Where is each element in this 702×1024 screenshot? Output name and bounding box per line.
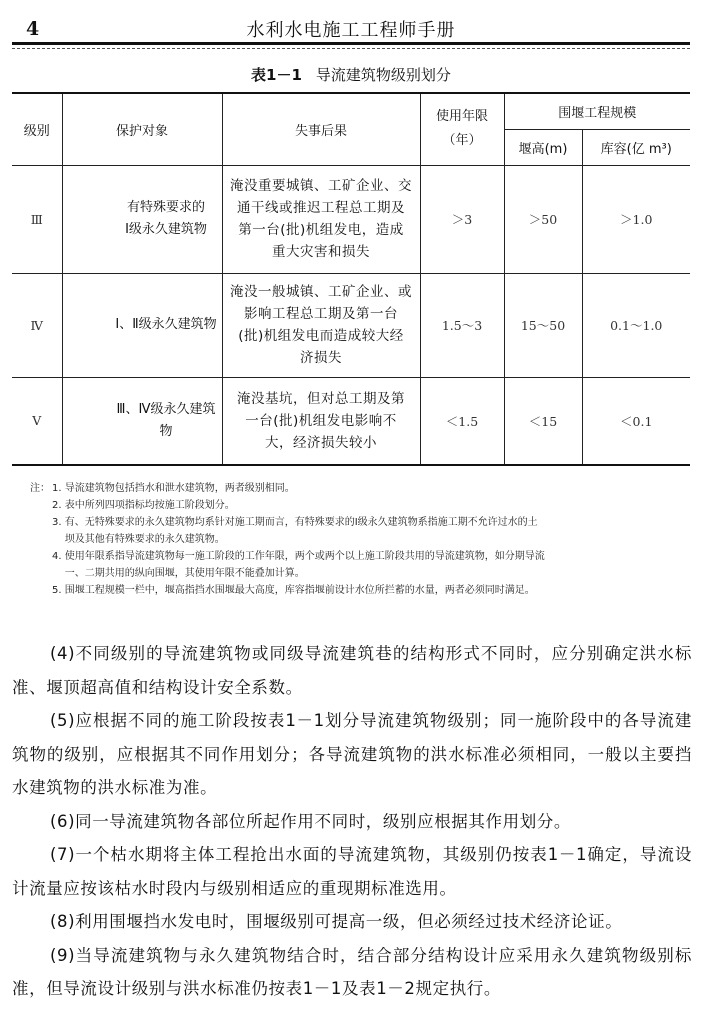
table-number: 表1－1: [251, 66, 302, 84]
note-item: [30, 497, 696, 514]
cell-height: ＞50: [504, 165, 582, 273]
paragraph: (7)一个枯水期将主体工程抢出水面的导流建筑物，其级别仍按表1－1确定，导流设计流量应按该枯水时段内与级别相适应的重现期标准选用。: [12, 845, 692, 898]
cell-consequence-line: 淹没一般城镇、工矿企业、或: [230, 284, 412, 300]
cell-consequence-line: (批)机组发电而造成较大经: [238, 328, 404, 344]
header-years-line2: （年）: [442, 133, 482, 149]
cell-level: Ⅳ: [12, 273, 62, 377]
header-object: 保护对象: [62, 93, 222, 165]
cell-years: ＜1.5: [420, 377, 504, 465]
table-header-row: [12, 93, 690, 129]
cell-object: [62, 377, 222, 465]
note-prefix: [30, 497, 52, 514]
header-height: 堰高(m): [504, 129, 582, 165]
cell-consequence: [222, 273, 420, 377]
note-line: 5. 围堰工程规模一栏中，堰高指挡水围堰最大高度，库容指堰前设计水位所拦蓄的水量，两者必须同时满足。: [52, 585, 535, 596]
note-line: 1. 导流建筑物包括挡水和泄水建筑物，两者级别相同。: [52, 483, 295, 494]
header-years-line1: 使用年限: [435, 109, 488, 125]
note-item: [30, 514, 696, 548]
cell-height: ＜15: [504, 377, 582, 465]
table-row: [12, 273, 690, 377]
header-cofferdam-scale: 围堰工程规模: [504, 93, 690, 129]
cell-capacity: ＞1.0: [582, 165, 690, 273]
note-line: 3. 有、无特殊要求的永久建筑物均系针对施工期而言，有特殊要求的Ⅰ级永久建筑物系指施工期不允许过水的土: [52, 517, 538, 528]
cell-level: Ⅴ: [12, 377, 62, 465]
cell-consequence-line: 重大灾害和损失: [272, 244, 370, 260]
paragraph: (9)当导流建筑物与永久建筑物结合时，结合部分结构设计应采用永久建筑物级别标准，但导流设计级别与洪水标准仍按表1－1及表1－2规定执行。: [12, 945, 692, 998]
header-dashed-rule: [12, 48, 690, 49]
cell-consequence-line: 济损失: [300, 350, 342, 366]
table-row: [12, 165, 690, 273]
note-line: 坝及其他有特殊要求的永久建筑物。: [52, 534, 225, 545]
cell-object-line: Ⅰ、Ⅱ级永久建筑物: [115, 317, 217, 332]
header-consequence: 失事后果: [222, 93, 420, 165]
note-prefix: [30, 548, 52, 582]
cell-height: 15～50: [504, 273, 582, 377]
header-rule: [12, 42, 690, 45]
cell-capacity: ＜0.1: [582, 377, 690, 465]
note-prefix: [30, 514, 52, 548]
cell-consequence-line: 第一台(批)机组发电，造成: [238, 222, 404, 238]
cell-object: [62, 165, 222, 273]
cell-object-line: 有特殊要求的: [126, 200, 205, 215]
cell-object: [62, 273, 222, 377]
table-row: [12, 377, 690, 465]
cell-consequence: [222, 377, 420, 465]
cell-years: ＞3: [420, 165, 504, 273]
note-line: 一、二期共用的纵向围堰，其使用年限不能叠加计算。: [52, 568, 305, 579]
note-prefix: [30, 582, 52, 599]
paragraph: (8)利用围堰挡水发电时，围堰级别可提高一级，但必须经过技术经济论证。: [49, 912, 623, 931]
header-level: 级别: [12, 93, 62, 165]
cell-object-line: Ⅲ、Ⅳ级永久建筑物: [116, 401, 216, 439]
cell-consequence-line: 一台(批)机组发电影响不: [245, 412, 397, 429]
cell-consequence: [222, 165, 420, 273]
cell-capacity: 0.1～1.0: [582, 273, 690, 377]
table-notes: [30, 480, 696, 599]
cell-consequence-line: 通干线或推迟工程总工期及: [237, 200, 405, 216]
note-line: 2. 表中所列四项指标均按施工阶段划分。: [52, 500, 235, 511]
page-header: [12, 14, 690, 40]
paragraph: (6)同一导流建筑物各部位所起作用不同时，级别应根据其作用划分。: [49, 811, 572, 831]
note-item: [30, 480, 696, 497]
table-title: 导流建筑物级别划分: [315, 66, 451, 84]
header-capacity: 库容(亿 m³): [582, 129, 690, 165]
cell-consequence-line: 淹没重要城镇、工矿企业、交: [230, 178, 412, 194]
cell-consequence-line: 淹没基坑，但对总工期及第: [237, 390, 405, 407]
paragraph: (5)应根据不同的施工阶段按表1－1划分导流建筑物级别；同一施阶段中的各导流建筑物的级别，应根据其不同作用划分；各导流建筑物的洪水标准必须相同，一般以主要挡水建筑物的洪水标准为准。: [12, 711, 692, 797]
note-item: [30, 548, 696, 582]
paragraph: (4)不同级别的导流建筑物或同级导流建筑巷的结构形式不同时，应分别确定洪水标准、堰顶超高值和结构设计安全系数。: [12, 644, 692, 697]
cell-years: 1.5～3: [420, 273, 504, 377]
running-title: 水利水电施工工程师手册: [246, 20, 456, 41]
note-line: 4. 使用年限系指导流建筑物每一施工阶段的工作年限，两个或两个以上施工阶段共用的导流建筑物，如分期导流: [52, 551, 545, 562]
note-item: [30, 582, 696, 599]
note-prefix: 注：: [30, 483, 50, 494]
cell-object-line: Ⅰ级永久建筑物: [125, 222, 207, 237]
cell-consequence-line: 大，经济损失较小: [265, 434, 377, 451]
classification-table: [12, 92, 690, 466]
table-caption: [0, 64, 702, 85]
cell-level: Ⅲ: [12, 165, 62, 273]
page-number: 4: [26, 18, 40, 40]
body-text: [12, 637, 692, 1006]
cell-consequence-line: 影响工程总工期及第一台: [244, 306, 398, 322]
header-years: [420, 93, 504, 165]
